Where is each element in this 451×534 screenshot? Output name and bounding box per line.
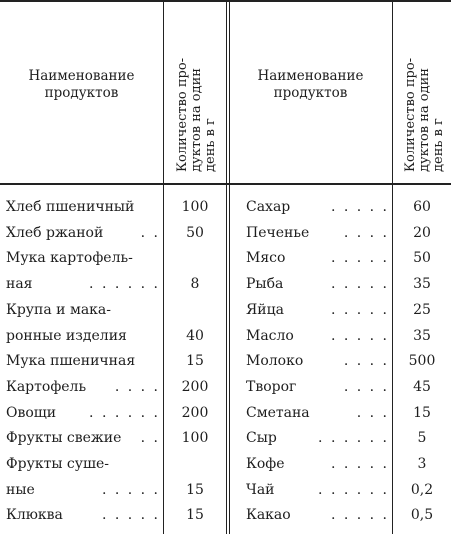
product-name: Клюква xyxy=(6,507,63,523)
leader-dots: . . . . . xyxy=(101,507,160,523)
product-name: Крупа и мака- xyxy=(6,302,112,318)
product-name: Какао xyxy=(246,507,291,523)
product-name: Сахар xyxy=(246,199,291,215)
product-quantity: 45 xyxy=(413,379,431,395)
leader-dots: . . xyxy=(140,430,160,446)
leader-dots: . . . . . xyxy=(330,507,389,523)
header-quantity-right: Количество про- дуктов на один день в г xyxy=(403,57,446,172)
product-name: Мука картофель- xyxy=(6,250,133,266)
product-quantity: 0,5 xyxy=(410,507,434,523)
product-quantity: 15 xyxy=(186,482,204,498)
product-quantity: 25 xyxy=(413,302,431,318)
product-quantity: 20 xyxy=(413,225,431,241)
leader-dots: . . . . xyxy=(114,379,160,395)
product-name: Рыба xyxy=(246,276,284,292)
product-quantity: 500 xyxy=(408,353,436,369)
leader-dots: . . xyxy=(140,225,160,241)
product-quantity: 35 xyxy=(413,328,431,344)
product-name: Творог xyxy=(246,379,297,395)
product-name: Фрукты суше- xyxy=(6,456,110,472)
leader-dots: . . . . . xyxy=(330,276,389,292)
leader-dots: . . . . . xyxy=(330,456,389,472)
product-quantity: 200 xyxy=(181,379,209,395)
leader-dots: . . . . . . xyxy=(318,430,389,446)
product-name: ная xyxy=(6,276,33,292)
header-product-name-left: Наименование продуктов xyxy=(28,68,135,101)
leader-dots: . . . . . . xyxy=(89,405,160,421)
product-name: Хлеб пшеничный xyxy=(6,199,135,215)
product-quantity: 8 xyxy=(190,276,200,292)
leader-dots: . . . . . . xyxy=(89,276,160,292)
product-name: Масло xyxy=(246,328,294,344)
product-quantity: 60 xyxy=(413,199,431,215)
leader-dots: . . . . . xyxy=(330,250,389,266)
product-quantity: 50 xyxy=(186,225,204,241)
product-quantity: 200 xyxy=(181,405,209,421)
leader-dots: . . . . . xyxy=(330,199,389,215)
product-name: ронные изделия xyxy=(6,328,127,344)
leader-dots: . . . xyxy=(356,405,389,421)
product-quantity: 35 xyxy=(413,276,431,292)
leader-dots: . . . . . . xyxy=(318,482,389,498)
product-name: Картофель xyxy=(6,379,87,395)
leader-dots: . . . . xyxy=(343,353,389,369)
product-name: ные xyxy=(6,482,35,498)
column-divider-1 xyxy=(163,0,164,534)
product-name: Мука пшеничная xyxy=(6,353,136,369)
header-quantity-left: Количество про- дуктов на один день в г xyxy=(175,57,218,172)
leader-dots: . . . . xyxy=(343,379,389,395)
column-divider-2 xyxy=(226,0,227,534)
leader-dots: . . . . . xyxy=(330,302,389,318)
product-quantity: 15 xyxy=(186,353,204,369)
leader-dots: . . . . xyxy=(343,225,389,241)
product-name: Кофе xyxy=(246,456,285,472)
product-name: Овощи xyxy=(6,405,57,421)
product-quantity: 5 xyxy=(417,430,427,446)
column-divider-3 xyxy=(392,0,393,534)
product-name: Печенье xyxy=(246,225,310,241)
product-name: Яйца xyxy=(246,302,284,318)
header-product-name-right: Наименование продуктов xyxy=(257,68,364,101)
product-quantity: 15 xyxy=(186,507,204,523)
product-name: Фрукты свежие xyxy=(6,430,122,446)
product-name: Чай xyxy=(246,482,275,498)
product-name: Молоко xyxy=(246,353,304,369)
product-quantity: 50 xyxy=(413,250,431,266)
product-quantity: 100 xyxy=(181,199,209,215)
product-quantity: 3 xyxy=(417,456,427,472)
product-name: Сыр xyxy=(246,430,277,446)
product-name: Хлеб ржаной xyxy=(6,225,104,241)
product-quantity: 0,2 xyxy=(410,482,434,498)
product-quantity: 100 xyxy=(181,430,209,446)
product-quantity: 15 xyxy=(413,405,431,421)
leader-dots: . . . . . xyxy=(330,328,389,344)
leader-dots: . . . . . xyxy=(101,482,160,498)
product-quantity: 40 xyxy=(186,328,204,344)
product-name: Мясо xyxy=(246,250,286,266)
product-name: Сметана xyxy=(246,405,310,421)
